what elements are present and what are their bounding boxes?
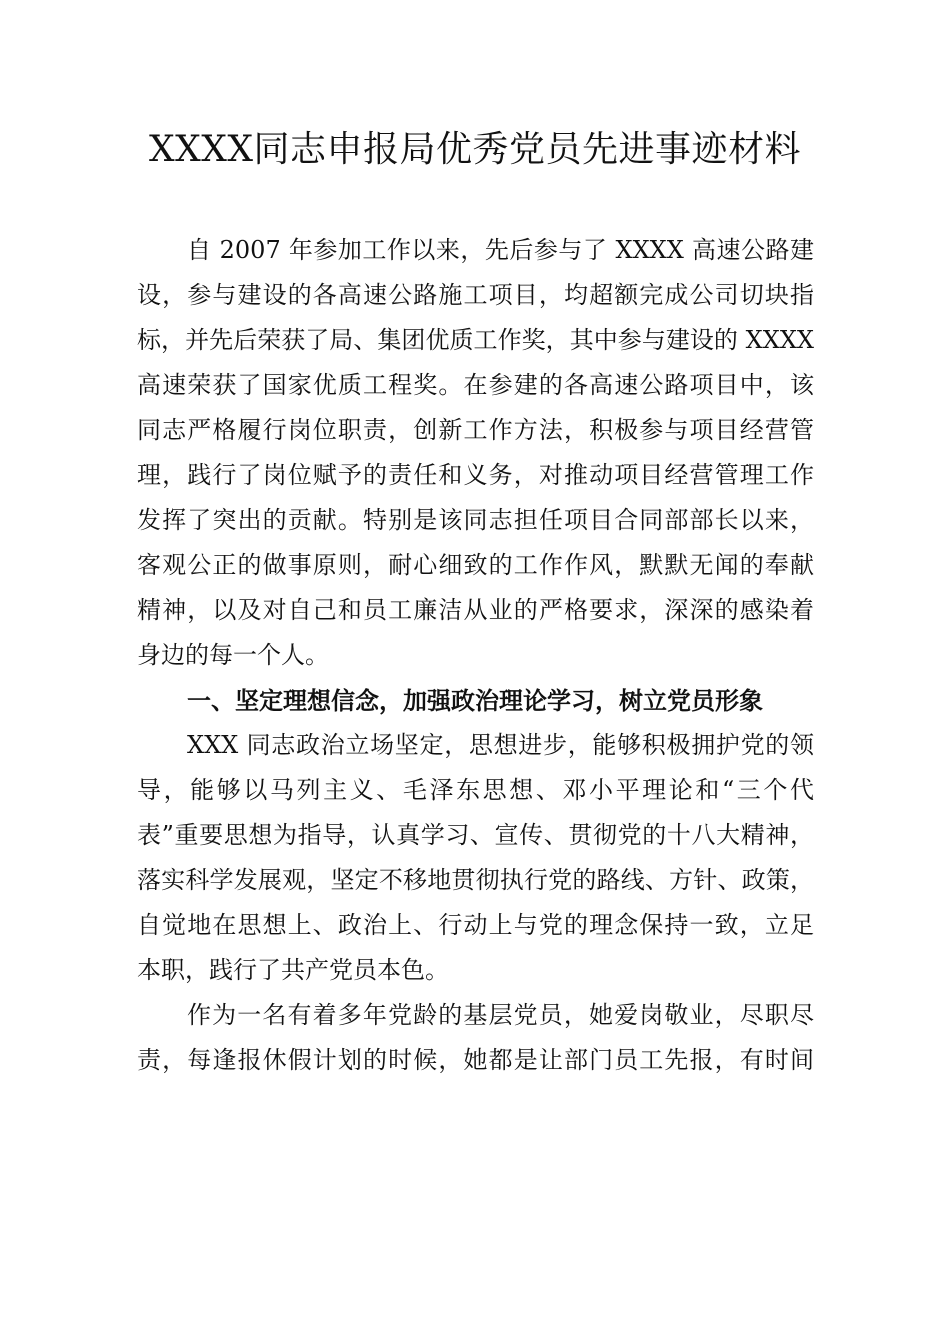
paragraph-line: 自觉地在思想上、政治上、行动上与党的理念保持一致，立足 [137,911,814,939]
document-body [137,228,814,1083]
paragraph-line: 设，参与建设的各高速公路施工项目，均超额完成公司切块指 [137,281,814,309]
paragraph-line: 责，每逢报休假计划的时候，她都是让部门员工先报，有时间 [137,1046,814,1074]
paragraph-line: 身边的每一个人。 [137,641,329,669]
paragraph-line: 导，能够以马列主义、毛泽东思想、邓小平理论和“三个代 [137,776,814,804]
paragraph-line: 作为一名有着多年党龄的基层党员，她爱岗敬业，尽职尽 [187,1001,814,1029]
section-heading: 一、坚定理想信念，加强政治理论学习，树立党员形象 [187,686,763,715]
paragraph-line: 精神，以及对自己和员工廉洁从业的严格要求，深深的感染着 [137,596,814,624]
paragraph-line: XXX 同志政治立场坚定，思想进步，能够积极拥护党的领 [187,731,814,759]
paragraph-line: 同志严格履行岗位职责，创新工作方法，积极参与项目经营管 [137,416,814,444]
paragraph-line: 高速荣获了国家优质工程奖。在参建的各高速公路项目中，该 [137,371,814,399]
paragraph-line: 发挥了突出的贡献。特别是该同志担任项目合同部部长以来， [137,506,814,534]
paragraph-line: 标，并先后荣获了局、集团优质工作奖，其中参与建设的 XXXX [137,326,814,354]
paragraph-line: 客观公正的做事原则，耐心细致的工作作风，默默无闻的奉献 [137,551,814,579]
document-title: XXXX同志申报局优秀党员先进事迹材料 [148,129,802,170]
paragraph-line: 理，践行了岗位赋予的责任和义务，对推动项目经营管理工作 [137,461,814,489]
paragraph-line: 本职，践行了共产党员本色。 [137,956,449,984]
paragraph-line: 落实科学发展观，坚定不移地贯彻执行党的路线、方针、政策， [137,866,814,894]
paragraph-line: 表”重要思想为指导，认真学习、宣传、贯彻党的十八大精神， [137,821,814,849]
paragraph-line: 自 2007 年参加工作以来，先后参与了 XXXX 高速公路建 [187,236,814,264]
